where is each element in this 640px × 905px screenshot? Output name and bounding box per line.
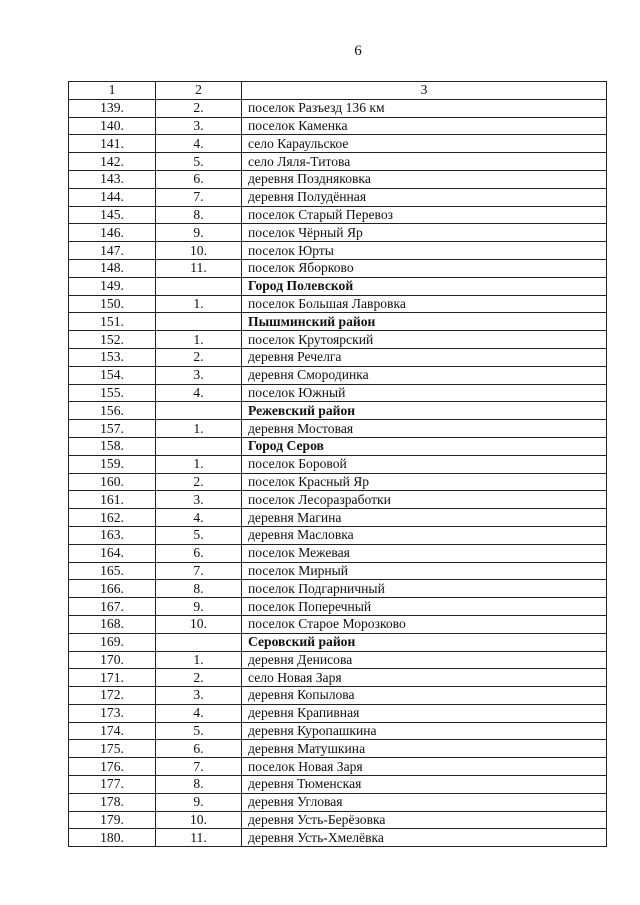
sub-number: 4.: [156, 384, 242, 402]
settlement-name: деревня Тюменская: [242, 776, 607, 794]
table-row: [69, 598, 607, 616]
row-number: 161.: [69, 491, 156, 509]
settlement-name: деревня Угловая: [242, 793, 607, 811]
settlement-name: деревня Речелга: [242, 348, 607, 366]
table-row: [69, 473, 607, 491]
sub-number: 1.: [156, 455, 242, 473]
sub-number: 1.: [156, 651, 242, 669]
table-row: [69, 811, 607, 829]
sub-number: 3.: [156, 366, 242, 384]
settlement-name: поселок Яборково: [242, 259, 607, 277]
sub-number: 7.: [156, 758, 242, 776]
sub-number: 2.: [156, 473, 242, 491]
sub-number: 6.: [156, 170, 242, 188]
table-row: [69, 384, 607, 402]
row-number: 179.: [69, 811, 156, 829]
sub-number: [156, 402, 242, 420]
table-row: [69, 562, 607, 580]
settlement-name: поселок Старый Перевоз: [242, 206, 607, 224]
settlement-name: поселок Юрты: [242, 242, 607, 260]
settlement-name: село Ляля-Титова: [242, 153, 607, 171]
sub-number: 1.: [156, 295, 242, 313]
settlement-name: деревня Денисова: [242, 651, 607, 669]
settlement-name: поселок Красный Яр: [242, 473, 607, 491]
sub-number: 1.: [156, 420, 242, 438]
sub-number: [156, 437, 242, 455]
header-col-2: 2: [156, 82, 242, 100]
sub-number: 4.: [156, 509, 242, 527]
table-header-row: [69, 82, 607, 100]
settlement-name: поселок Южный: [242, 384, 607, 402]
row-number: 153.: [69, 348, 156, 366]
sub-number: 10.: [156, 242, 242, 260]
row-number: 177.: [69, 776, 156, 794]
row-number: 173.: [69, 704, 156, 722]
sub-number: 4.: [156, 704, 242, 722]
table-row: [69, 829, 607, 847]
row-number: 172.: [69, 687, 156, 705]
table-row: [69, 348, 607, 366]
sub-number: 2.: [156, 348, 242, 366]
sub-number: 9.: [156, 793, 242, 811]
table-row: [69, 580, 607, 598]
row-number: 167.: [69, 598, 156, 616]
settlement-name: село Новая Заря: [242, 669, 607, 687]
row-number: 146.: [69, 224, 156, 242]
settlement-name: поселок Чёрный Яр: [242, 224, 607, 242]
settlement-name: поселок Крутоярский: [242, 331, 607, 349]
row-number: 160.: [69, 473, 156, 491]
row-number: 164.: [69, 544, 156, 562]
row-number: 152.: [69, 331, 156, 349]
row-number: 151.: [69, 313, 156, 331]
sub-number: 5.: [156, 526, 242, 544]
row-number: 175.: [69, 740, 156, 758]
section-heading: Пышминский район: [242, 313, 607, 331]
row-number: 176.: [69, 758, 156, 776]
sub-number: [156, 277, 242, 295]
row-number: 142.: [69, 153, 156, 171]
table-row: [69, 544, 607, 562]
table-row: [69, 740, 607, 758]
row-number: 149.: [69, 277, 156, 295]
sub-number: 11.: [156, 259, 242, 277]
settlement-name: поселок Подгарничный: [242, 580, 607, 598]
table-row: [69, 526, 607, 544]
table-row: [69, 242, 607, 260]
sub-number: 5.: [156, 722, 242, 740]
section-heading: Город Серов: [242, 437, 607, 455]
table-row: [69, 669, 607, 687]
row-number: 145.: [69, 206, 156, 224]
row-number: 143.: [69, 170, 156, 188]
table-row: [69, 135, 607, 153]
row-number: 158.: [69, 437, 156, 455]
table-row: [69, 420, 607, 438]
row-number: 178.: [69, 793, 156, 811]
settlement-name: деревня Куропашкина: [242, 722, 607, 740]
settlement-name: поселок Старое Морозково: [242, 615, 607, 633]
table-row: [69, 259, 607, 277]
sub-number: 9.: [156, 598, 242, 616]
sub-number: 8.: [156, 580, 242, 598]
settlement-name: деревня Полудённая: [242, 188, 607, 206]
settlement-name: деревня Усть-Хмелёвка: [242, 829, 607, 847]
table-row: [69, 651, 607, 669]
table-row: [69, 615, 607, 633]
settlement-name: поселок Новая Заря: [242, 758, 607, 776]
settlement-name: поселок Межевая: [242, 544, 607, 562]
table-row: [69, 366, 607, 384]
section-heading: Режевский район: [242, 402, 607, 420]
settlement-name: поселок Разъезд 136 км: [242, 99, 607, 117]
settlement-name: деревня Масловка: [242, 526, 607, 544]
sub-number: [156, 313, 242, 331]
settlements-table: [68, 81, 607, 847]
sub-number: 6.: [156, 544, 242, 562]
table-row: [69, 758, 607, 776]
table-row: [69, 170, 607, 188]
table-row: [69, 206, 607, 224]
row-number: 144.: [69, 188, 156, 206]
header-col-1: 1: [69, 82, 156, 100]
settlement-name: поселок Поперечный: [242, 598, 607, 616]
settlement-name: поселок Лесоразработки: [242, 491, 607, 509]
settlement-name: деревня Магина: [242, 509, 607, 527]
table-row: [69, 224, 607, 242]
table-row: [69, 153, 607, 171]
sub-number: 11.: [156, 829, 242, 847]
row-number: 141.: [69, 135, 156, 153]
row-number: 163.: [69, 526, 156, 544]
table-section-row: [69, 313, 607, 331]
settlement-name: деревня Матушкина: [242, 740, 607, 758]
table-body: [69, 82, 607, 847]
row-number: 168.: [69, 615, 156, 633]
page-number: 6: [354, 43, 362, 59]
row-number: 150.: [69, 295, 156, 313]
sub-number: 1.: [156, 331, 242, 349]
sub-number: 7.: [156, 188, 242, 206]
table-row: [69, 491, 607, 509]
sub-number: [156, 633, 242, 651]
header-col-3: 3: [242, 82, 607, 100]
row-number: 159.: [69, 455, 156, 473]
sub-number: 8.: [156, 776, 242, 794]
table-row: [69, 455, 607, 473]
settlement-name: поселок Боровой: [242, 455, 607, 473]
row-number: 174.: [69, 722, 156, 740]
sub-number: 2.: [156, 99, 242, 117]
sub-number: 6.: [156, 740, 242, 758]
sub-number: 7.: [156, 562, 242, 580]
row-number: 156.: [69, 402, 156, 420]
sub-number: 10.: [156, 811, 242, 829]
table-row: [69, 704, 607, 722]
settlement-name: поселок Мирный: [242, 562, 607, 580]
table-row: [69, 776, 607, 794]
sub-number: 3.: [156, 117, 242, 135]
table-row: [69, 188, 607, 206]
sub-number: 10.: [156, 615, 242, 633]
table-section-row: [69, 277, 607, 295]
table-row: [69, 793, 607, 811]
table-row: [69, 722, 607, 740]
row-number: 162.: [69, 509, 156, 527]
row-number: 157.: [69, 420, 156, 438]
sub-number: 8.: [156, 206, 242, 224]
row-number: 139.: [69, 99, 156, 117]
row-number: 148.: [69, 259, 156, 277]
settlement-name: деревня Поздняковка: [242, 170, 607, 188]
row-number: 170.: [69, 651, 156, 669]
table-row: [69, 687, 607, 705]
row-number: 169.: [69, 633, 156, 651]
settlement-name: село Караульское: [242, 135, 607, 153]
settlement-name: деревня Мостовая: [242, 420, 607, 438]
settlement-name: поселок Каменка: [242, 117, 607, 135]
settlement-name: деревня Усть-Берёзовка: [242, 811, 607, 829]
row-number: 166.: [69, 580, 156, 598]
section-heading: Серовский район: [242, 633, 607, 651]
settlement-name: поселок Большая Лавровка: [242, 295, 607, 313]
row-number: 165.: [69, 562, 156, 580]
settlement-name: деревня Копылова: [242, 687, 607, 705]
row-number: 140.: [69, 117, 156, 135]
sub-number: 3.: [156, 491, 242, 509]
table-row: [69, 331, 607, 349]
sub-number: 4.: [156, 135, 242, 153]
table-section-row: [69, 437, 607, 455]
row-number: 155.: [69, 384, 156, 402]
table-section-row: [69, 402, 607, 420]
row-number: 147.: [69, 242, 156, 260]
sub-number: 5.: [156, 153, 242, 171]
section-heading: Город Полевской: [242, 277, 607, 295]
settlement-name: деревня Смородинка: [242, 366, 607, 384]
sub-number: 3.: [156, 687, 242, 705]
table-row: [69, 295, 607, 313]
sub-number: 2.: [156, 669, 242, 687]
table-row: [69, 117, 607, 135]
settlement-name: деревня Крапивная: [242, 704, 607, 722]
row-number: 171.: [69, 669, 156, 687]
table-row: [69, 99, 607, 117]
row-number: 154.: [69, 366, 156, 384]
table-section-row: [69, 633, 607, 651]
row-number: 180.: [69, 829, 156, 847]
sub-number: 9.: [156, 224, 242, 242]
table-row: [69, 509, 607, 527]
